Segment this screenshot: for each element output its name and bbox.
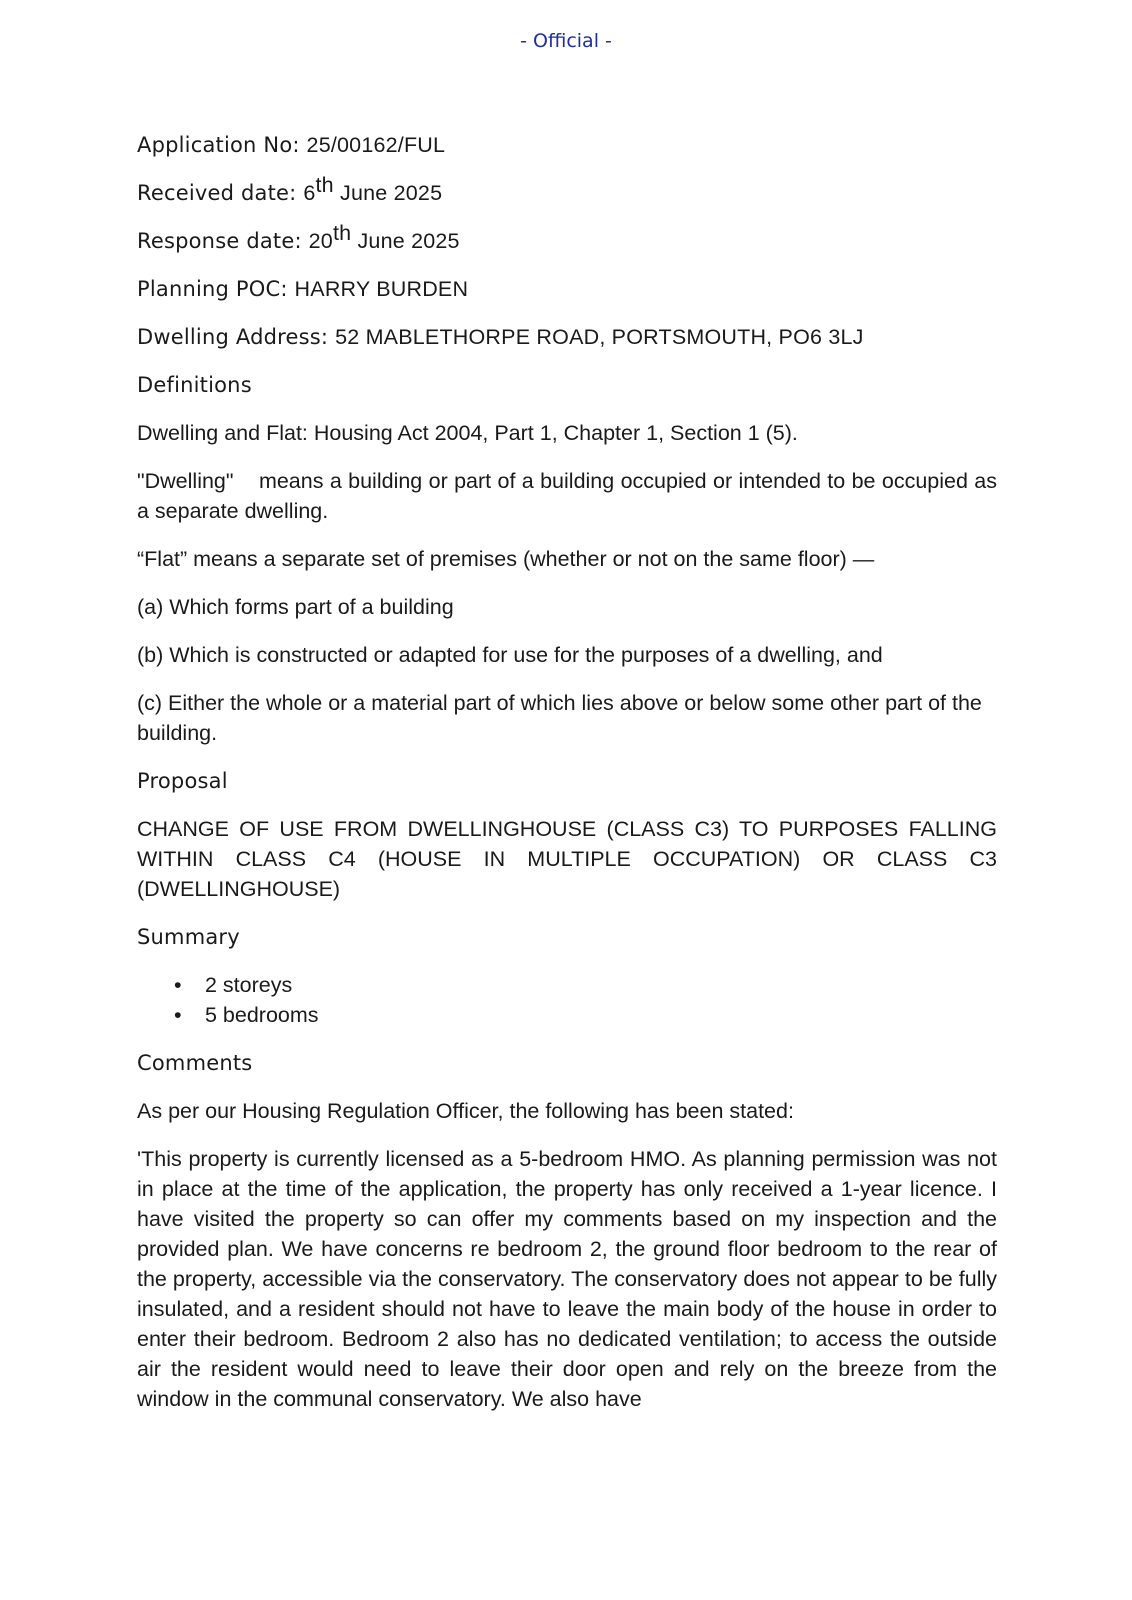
summary-heading: Summary xyxy=(137,925,240,949)
flat-definition-c: (c) Either the whole or a material part of which lies above or below some other part of the building. xyxy=(137,691,982,745)
definitions-source: Dwelling and Flat: Housing Act 2004, Part 1, Chapter 1, Section 1 (5). xyxy=(137,421,798,445)
bullet-icon: • xyxy=(174,973,182,997)
bullet-icon: • xyxy=(174,1003,182,1027)
dwelling-definition: "Dwelling" means a building or part of a building occupied or intended to be occupied as a separate dwelling. xyxy=(137,469,1003,523)
response-date: Response date: 20th June 2025 xyxy=(137,221,460,253)
flat-definition-intro: “Flat” means a separate set of premises (whether or not on the same floor) — xyxy=(137,547,875,571)
planning-poc: Planning POC: HARRY BURDEN xyxy=(137,277,469,301)
proposal-heading: Proposal xyxy=(137,769,228,793)
list-item: • 5 bedrooms xyxy=(137,1000,997,1030)
flat-definition-a: (a) Which forms part of a building xyxy=(137,595,454,619)
received-date: Received date: 6th June 2025 xyxy=(137,173,443,205)
summary-list xyxy=(137,970,997,1030)
list-item: • 2 storeys xyxy=(137,970,997,1000)
comments-intro: As per our Housing Regulation Officer, the following has been stated: xyxy=(137,1099,794,1123)
definitions-heading: Definitions xyxy=(137,373,252,397)
officer-quote: 'This property is currently licensed as a 5-bedroom HMO. As planning permission was not in place at the time of the application, the property has only received a 1-year licence. I have visited the property so can offer my comments based on my inspection and the provided plan. We have concerns re bedroom 2, the ground floor bedroom to the rear of the property, accessible via the conservatory. The conservatory does not appear to be fully insulated, and a resident should not have to leave the main body of the house in order to enter their bedroom. Bedroom 2 also has no dedicated ventilation; to access the outside air the resident would need to leave their door open and rely on the breeze from the window in the communal conservatory. We also have xyxy=(137,1147,997,1411)
classification-marking: - Official - xyxy=(520,30,612,52)
dwelling-address: Dwelling Address: 52 MABLETHORPE ROAD, PORTSMOUTH, PO6 3LJ xyxy=(137,325,864,349)
flat-definition-b: (b) Which is constructed or adapted for use for the purposes of a dwelling, and xyxy=(137,643,883,667)
proposal-text: CHANGE OF USE FROM DWELLINGHOUSE (CLASS C3) TO PURPOSES FALLING WITHIN CLASS C4 (HOUSE IN MULTIPLE OCCUPATION) OR CLASS C3 (DWELLINGHOUSE) xyxy=(137,817,997,901)
comments-heading: Comments xyxy=(137,1051,253,1075)
document-body xyxy=(137,130,1003,1432)
application-number: Application No: 25/00162/FUL xyxy=(137,133,446,157)
